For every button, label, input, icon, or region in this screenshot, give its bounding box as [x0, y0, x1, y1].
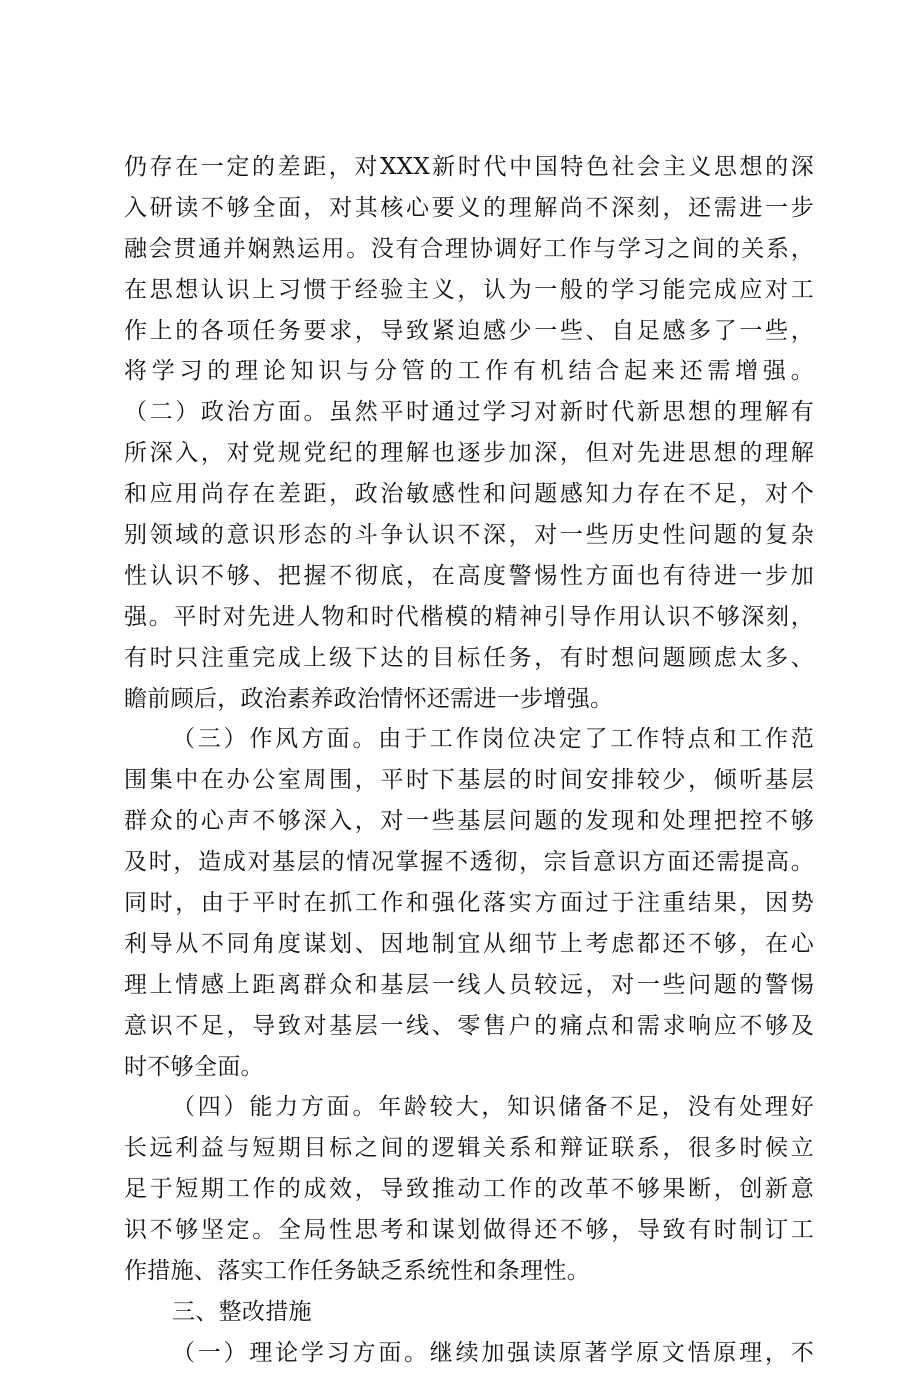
text-line: 在思想认识上习惯于经验主义，认为一般的学习能完成应对工: [124, 276, 814, 303]
text-line: 别领域的意识形态的斗争认识不深，对一些历史性问题的复杂: [124, 522, 814, 549]
text-line: 时不够全面。: [124, 1053, 264, 1080]
text-line: 性认识不够、把握不彻底，在高度警惕性方面也有待进一步加: [124, 562, 814, 589]
text-line: 和应用尚存在差距，政治敏感性和问题感知力存在不足，对个: [124, 481, 814, 508]
text-line: 有时只注重完成上级下达的目标任务，有时想问题顾虑太多、: [124, 644, 814, 671]
text-line: 强。平时对先进人物和时代楷模的精神引导作用认识不够深刻，: [124, 603, 814, 630]
text-line: 同时，由于平时在抓工作和强化落实方面过于注重结果，因势: [124, 890, 814, 917]
text-line: 融会贯通并娴熟运用。没有合理协调好工作与学习之间的关系，: [124, 235, 814, 262]
text-line: 理上情感上距离群众和基层一线人员较远，对一些问题的警惕: [124, 971, 814, 998]
text-line: （一）理论学习方面。继续加强读原著学原文悟原理，不: [172, 1339, 814, 1366]
text-line: （三）作风方面。由于工作岗位决定了工作特点和工作范: [172, 726, 814, 753]
text-line: （二）政治方面。虽然平时通过学习对新时代新思想的理解有: [124, 399, 814, 426]
text-line: 围集中在办公室周围，平时下基层的时间安排较少，倾听基层: [124, 767, 814, 794]
text-line: 群众的心声不够深入，对一些基层问题的发现和处理把控不够: [124, 808, 814, 835]
text-line: 将学习的理论知识与分管的工作有机结合起来还需增强。: [124, 358, 814, 385]
text-line: 及时，造成对基层的情况掌握不透彻，宗旨意识方面还需提高。: [124, 849, 814, 876]
text-line: 瞻前顾后，政治素养政治情怀还需进一步增强。: [124, 685, 614, 712]
text-line: 仍存在一定的差距，对XXX新时代中国特色社会主义思想的深: [124, 154, 814, 180]
text-line: 足于短期工作的成效，导致推动工作的改革不够果断，创新意: [124, 1176, 814, 1203]
text-line: （四）能力方面。年龄较大，知识储备不足，没有处理好: [172, 1094, 814, 1121]
text-line: 入研读不够全面，对其核心要义的理解尚不深刻，还需进一步: [124, 194, 814, 221]
section-heading: 三、整改措施: [172, 1298, 312, 1325]
text-line: 利导从不同角度谋划、因地制宜从细节上考虑都还不够，在心: [124, 930, 814, 957]
text-line: 所深入，对党规党纪的理解也逐步加深，但对先进思想的理解: [124, 440, 814, 467]
text-line: 意识不足，导致对基层一线、零售户的痛点和需求响应不够及: [124, 1012, 814, 1039]
text-line: 作上的各项任务要求，导致紧迫感少一些、自足感多了一些，: [124, 317, 814, 344]
document-body: [124, 147, 814, 1374]
text-line: 长远利益与短期目标之间的逻辑关系和辩证联系，很多时候立: [124, 1135, 814, 1162]
text-line: 识不够坚定。全局性思考和谋划做得还不够，导致有时制订工: [124, 1217, 814, 1244]
text-line: 作措施、落实工作任务缺乏系统性和条理性。: [124, 1258, 590, 1285]
